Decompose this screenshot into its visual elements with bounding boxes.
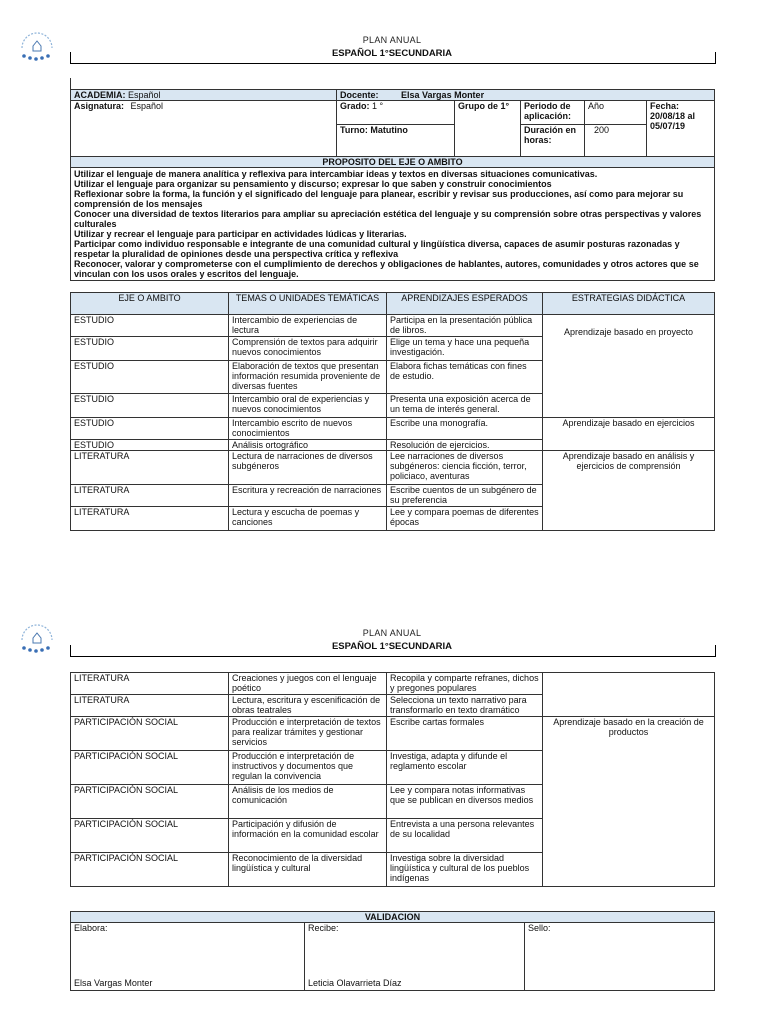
school-logo [14,622,60,658]
tema-cell: Elaboración de textos que presentan información resumida proveniente de diversas fuentes [229,361,387,394]
fecha-value: 20/08/18 al 05/07/19 [650,111,696,131]
tema-cell: Análisis ortográfico [229,440,387,451]
aprendizaje-cell: Selecciona un texto narrativo para transformarlo en texto dramático [387,695,543,717]
grado-cell [337,101,455,125]
elabora-name: Elsa Vargas Monter [74,978,153,988]
aprendizaje-cell: Escribe cuentos de un subgénero de su preferencia [387,485,543,507]
tema-cell: Creaciones y juegos con el lenguaje poético [229,673,387,695]
aprendizaje-cell: Recopila y comparte refranes, dichos y pregones populares [387,673,543,695]
academia-value: Español [128,90,161,100]
recibe-cell [305,923,525,991]
asignatura-value: Español [130,101,164,111]
plan-title: PLAN ANUAL [362,628,422,638]
plan-table-page1 [70,292,715,531]
eje-cell: LITERATURA [71,451,229,485]
duracion-value [585,125,647,157]
tema-cell: Producción e interpretación de instructivos y documentos que regulan la convivencia [229,751,387,785]
plan-title: PLAN ANUAL [362,35,422,45]
header-frame [70,645,716,657]
eje-cell: LITERATURA [71,673,229,695]
proposito-line: Utilizar el lenguaje de manera analítica y reflexiva para intercambiar ideas y textos en diversas situaciones comunicativas. [74,169,598,179]
grado-label: Grado: [340,101,370,111]
proposito-line: Utilizar y recrear el lenguaje para participar en actividades lúdicas y literarias. [74,229,407,239]
duracion-label: Duración en horas: [521,125,585,157]
header-frame [70,52,716,64]
table-row [71,717,715,751]
eje-cell: LITERATURA [71,695,229,717]
eje-cell: PARTICIPACIÓN SOCIAL [71,819,229,853]
tema-cell: Intercambio oral de experiencias y nuevos conocimientos [229,394,387,418]
validation-table [70,911,715,991]
eje-cell: ESTUDIO [71,315,229,337]
aprendizaje-cell: Lee y compara notas informativas que se publican en diversos medios [387,785,543,819]
info-spacer [71,78,715,90]
proposito-line: Utilizar el lenguaje para organizar su pensamiento y discurso; expresar lo que saben y construir conocimientos [74,179,552,189]
table-row [71,315,715,337]
tema-cell: Reconocimiento de la diversidad lingüística y cultural [229,853,387,887]
periodo-label: Periodo de aplicación: [521,101,585,125]
turno-cell: Turno: Matutino [337,125,455,157]
estrategia-cell: Aprendizaje basado en ejercicios [543,418,715,451]
plan-subtitle: ESPAÑOL 1°SECUNDARIA [331,48,453,59]
eje-cell: PARTICIPACIÓN SOCIAL [71,751,229,785]
aprendizaje-cell: Investiga sobre la diversidad lingüística y cultural de los pueblos indígenas [387,853,543,887]
eje-cell: LITERATURA [71,485,229,507]
eje-cell: ESTUDIO [71,440,229,451]
aprendizaje-cell: Escribe una monografía. [387,418,543,440]
tema-cell: Comprensión de textos para adquirir nuevos conocimientos [229,337,387,361]
col-header-aprendizajes: APRENDIZAJES ESPERADOS [387,293,543,315]
aprendizaje-cell: Escribe cartas formales [387,717,543,751]
proposito-heading: PROPOSITO DEL EJE O AMBITO [71,157,715,168]
col-header-eje: EJE O AMBITO [71,293,229,315]
tema-cell: Lectura y escucha de poemas y canciones [229,507,387,531]
estrategia-empty-cell [543,673,715,717]
estrategia-cell: Aprendizaje basado en proyecto [543,315,715,418]
eje-cell: ESTUDIO [71,337,229,361]
fecha-cell [647,101,715,157]
proposito-line: Reconocer, valorar y comprometerse con el cumplimiento de derechos y obligaciones de hablantes, autores, comunidades y otros actores que se vinculan con los usos orales y escritos del lenguaje. [74,259,699,279]
docente-value: Elsa Vargas Monter [401,90,485,100]
eje-cell: ESTUDIO [71,418,229,440]
table-row [71,673,715,695]
grado-value: 1 ° [372,101,384,111]
aprendizaje-cell: Elabora fichas temáticas con fines de estudio. [387,361,543,394]
duracion-number: 200 [594,125,610,135]
tema-cell: Análisis de los medios de comunicación [229,785,387,819]
tema-cell: Producción e interpretación de textos para realizar trámites y gestionar servicios [229,717,387,751]
plan-subtitle: ESPAÑOL 1°SECUNDARIA [331,641,453,652]
plan-table-page2 [70,672,715,887]
validation-heading: VALIDACION [71,912,715,923]
tema-cell: Participación y difusión de información en la comunidad escolar [229,819,387,853]
academia-label: ACADEMIA: [74,90,126,100]
proposito-line: Participar como individuo responsable e integrante de una comunidad cultural y lingüística diversa, capaces de asumir posturas razonadas y respetar la pluralidad de opiniones desde una perspectiva crítica y reflexiva [74,239,680,259]
table-row [71,418,715,440]
aprendizaje-cell: Resolución de ejercicios. [387,440,543,451]
aprendizaje-cell: Lee y compara poemas de diferentes épocas [387,507,543,531]
proposito-line: Conocer una diversidad de textos literarios para ampliar su apreciación estética del lenguaje y su comprensión sobre otras perspectivas y valores culturales [74,209,702,229]
school-logo [14,30,60,66]
fecha-label: Fecha: [650,101,680,111]
estrategia-cell: Aprendizaje basado en análisis y ejercicios de comprensión [543,451,715,531]
info-table [70,78,715,281]
aprendizaje-cell: Presenta una exposición acerca de un tema de interés general. [387,394,543,418]
estrategia-cell: Aprendizaje basado en la creación de productos [543,717,715,887]
asignatura-cell [71,101,337,157]
aprendizaje-cell: Investiga, adapta y difunde el reglamento escolar [387,751,543,785]
eje-cell: ESTUDIO [71,394,229,418]
elabora-label: Elabora: [74,923,108,933]
docente-label: Docente: [340,90,379,100]
recibe-label: Recibe: [308,923,339,933]
tema-cell: Intercambio de experiencias de lectura [229,315,387,337]
recibe-name: Leticia Olavarrieta Díaz [308,978,402,988]
elabora-cell [71,923,305,991]
tema-cell: Intercambio escrito de nuevos conocimientos [229,418,387,440]
tema-cell: Escritura y recreación de narraciones [229,485,387,507]
docente-cell [337,90,715,101]
tema-cell: Lectura de narraciones de diversos subgéneros [229,451,387,485]
grupo-cell: Grupo de 1° [455,101,521,157]
aprendizaje-cell: Elige un tema y hace una pequeña investigación. [387,337,543,361]
sello-label: Sello: [528,923,551,933]
periodo-value: Año [585,101,647,125]
proposito-line: Reflexionar sobre la forma, la función y el significado del lenguaje para planear, escribir y revisar sus producciones, así como para mejorar su comprensión de los mensajes [74,189,684,209]
col-header-estrategias: ESTRATEGIAS DIDÁCTICA [543,293,715,315]
academia-cell [71,90,337,101]
eje-cell: ESTUDIO [71,361,229,394]
col-header-temas: TEMAS O UNIDADES TEMÁTICAS [229,293,387,315]
eje-cell: PARTICIPACIÓN SOCIAL [71,717,229,751]
eje-cell: LITERATURA [71,507,229,531]
sello-cell [525,923,715,991]
table-row [71,451,715,485]
aprendizaje-cell: Entrevista a una persona relevantes de su localidad [387,819,543,853]
aprendizaje-cell: Lee narraciones de diversos subgéneros: ciencia ficción, terror, policiaco, aventuras [387,451,543,485]
proposito-body [71,168,715,281]
eje-cell: PARTICIPACIÓN SOCIAL [71,785,229,819]
aprendizaje-cell: Participa en la presentación pública de libros. [387,315,543,337]
eje-cell: PARTICIPACIÓN SOCIAL [71,853,229,887]
asignatura-label: Asignatura: [74,101,125,111]
tema-cell: Lectura, escritura y escenificación de obras teatrales [229,695,387,717]
